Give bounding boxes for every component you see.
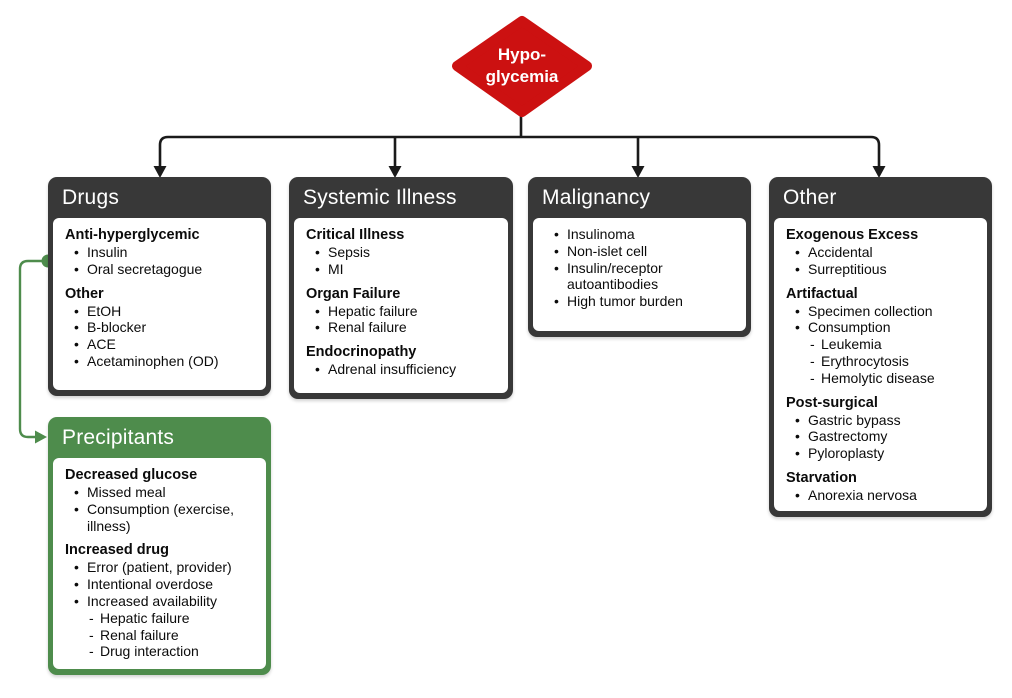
section-title: Post-surgical <box>786 394 878 411</box>
item-list <box>306 303 500 337</box>
item-list <box>306 361 500 378</box>
section-title: Increased drug <box>65 542 169 559</box>
list-subitem: - Renal failure <box>65 627 258 644</box>
list-item: • Oral secretagogue <box>65 261 258 278</box>
root-node-hypoglycemia <box>452 16 592 116</box>
card-systemic-illness <box>289 177 513 399</box>
list-subitem: - Hepatic failure <box>65 610 258 627</box>
list-item: • MI <box>306 261 500 278</box>
card-precipitants <box>48 417 271 675</box>
card-precipitants-body <box>53 458 266 669</box>
item-list <box>65 484 258 534</box>
item-list <box>786 244 979 278</box>
card-other <box>769 177 992 517</box>
root-label-line1: Hypo- <box>497 44 547 64</box>
section-title: Anti-hyperglycemic <box>65 227 200 243</box>
section-title: Artifactual <box>786 285 858 302</box>
card-drugs-body <box>53 218 266 390</box>
list-item: • Sepsis <box>306 244 500 261</box>
card-section <box>786 394 979 462</box>
card-section <box>306 226 500 278</box>
card-section <box>65 226 258 278</box>
green-connector-line <box>20 261 48 437</box>
card-other-body <box>774 218 987 511</box>
list-subitem: - Erythrocytosis <box>786 353 979 370</box>
list-item: • Adrenal insufficiency <box>306 361 500 378</box>
list-item: • Accidental <box>786 244 979 261</box>
section-title: Decreased glucose <box>65 467 198 483</box>
list-item: • Insulinoma <box>545 226 738 243</box>
list-subitem: - Hemolytic disease <box>786 370 979 387</box>
item-list <box>786 303 979 387</box>
list-item: • Insulin/receptor autoantibodies <box>545 260 738 294</box>
card-section <box>306 285 500 337</box>
item-list <box>786 487 979 504</box>
card-malignancy-body <box>533 218 746 331</box>
card-other-title: Other <box>783 185 837 209</box>
list-item: • Anorexia nervosa <box>786 487 979 504</box>
card-systemic-illness-title: Systemic Illness <box>303 185 457 209</box>
list-item: • Non-islet cell <box>545 243 738 260</box>
list-subitem: - Leukemia <box>786 336 979 353</box>
list-item: • Increased availability <box>65 593 258 610</box>
list-item: • ACE <box>65 336 258 353</box>
list-item: • Hepatic failure <box>306 303 500 320</box>
section-title: Exogenous Excess <box>786 227 919 243</box>
list-item: • Pyloroplasty <box>786 445 979 462</box>
list-item: • Gastrectomy <box>786 428 979 445</box>
list-item: • Intentional overdose <box>65 576 258 593</box>
item-list <box>65 244 258 278</box>
card-section <box>786 469 979 504</box>
item-list <box>545 226 738 310</box>
item-list <box>786 412 979 462</box>
list-item: • Consumption (exercise, illness) <box>65 501 258 535</box>
list-item: • B-blocker <box>65 319 258 336</box>
card-section <box>786 226 979 278</box>
list-item: • Missed meal <box>65 484 258 501</box>
card-section <box>306 343 500 378</box>
list-item: • EtOH <box>65 303 258 320</box>
card-section <box>786 285 979 387</box>
list-subitem: - Drug interaction <box>65 643 258 660</box>
list-item: • Surreptitious <box>786 261 979 278</box>
card-malignancy <box>528 177 751 337</box>
card-section <box>65 466 258 534</box>
list-item: • Gastric bypass <box>786 412 979 429</box>
card-section <box>545 226 738 310</box>
section-title: Critical Illness <box>306 227 405 243</box>
card-drugs <box>48 177 271 396</box>
section-title: Starvation <box>786 469 857 486</box>
section-title: Endocrinopathy <box>306 344 417 361</box>
section-title: Other <box>65 285 104 302</box>
card-drugs-title: Drugs <box>62 185 120 209</box>
list-item: • High tumor burden <box>545 293 738 310</box>
list-item: • Acetaminophen (OD) <box>65 353 258 370</box>
card-malignancy-title: Malignancy <box>542 185 651 209</box>
card-section <box>65 285 258 370</box>
card-systemic-illness-body <box>294 218 508 393</box>
list-item: • Renal failure <box>306 319 500 336</box>
list-item: • Specimen collection <box>786 303 979 320</box>
card-precipitants-title: Precipitants <box>62 425 175 449</box>
item-list <box>65 303 258 370</box>
card-section <box>65 541 258 660</box>
list-item: • Error (patient, provider) <box>65 559 258 576</box>
list-item: • Consumption <box>786 319 979 336</box>
root-label-line2: glycemia <box>485 67 559 86</box>
item-list <box>306 244 500 278</box>
tree-bar-line <box>160 137 879 170</box>
list-item: • Insulin <box>65 244 258 261</box>
item-list <box>65 559 258 660</box>
section-title: Organ Failure <box>306 285 401 302</box>
green-connector-arrowhead <box>35 431 47 444</box>
